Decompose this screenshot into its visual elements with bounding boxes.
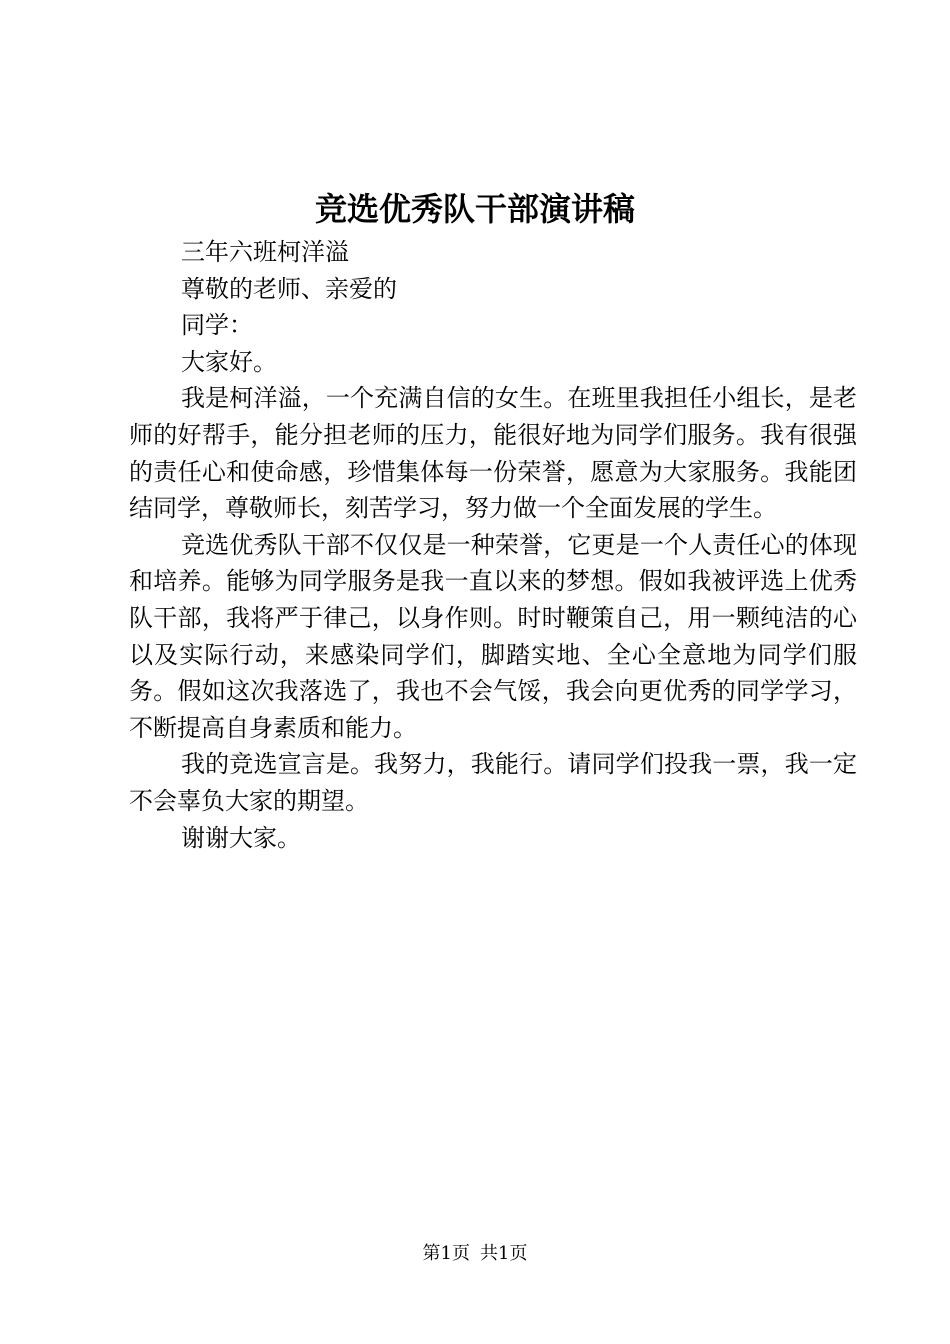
page-footer (0, 1240, 950, 1268)
salutation-line-1: 尊敬的老师、亲爱的 (181, 274, 397, 303)
page-total: 共1页 (480, 1243, 528, 1264)
document-title: 竞选优秀队干部演讲稿 (314, 190, 635, 228)
body-paragraph: 我的竞选宣言是。我努力，我能行。请同学们投我一票，我一定不会辜负大家的期望。 (129, 750, 857, 815)
salutation-line-2: 同学： (181, 311, 253, 340)
page-number: 第1页 (422, 1243, 470, 1264)
document-body (129, 234, 857, 856)
closing-line: 谢谢大家。 (181, 823, 301, 852)
body-paragraph: 我是柯洋溢，一个充满自信的女生。在班里我担任小组长，是老师的好帮手，能分担老师的压力，能很好地为同学们服务。我有很强的责任心和使命感，珍惜集体每一份荣誉，愿意为大家服务。我能团结同学，尊敬师长，刻苦学习，努力做一个全面发展的学生。 (129, 384, 857, 523)
body-paragraph: 竞选优秀队干部不仅仅是一种荣誉，它更是一个人责任心的体现和培养。能够为同学服务是我一直以来的梦想。假如我被评选上优秀队干部，我将严于律己，以身作则。时时鞭策自己，用一颗纯洁的心以及实际行动，来感染同学们，脚踏实地、全心全意地为同学们服务。假如这次我落选了，我也不会气馁，我会向更优秀的同学学习，不断提高自身素质和能力。 (129, 530, 857, 742)
greeting-line: 大家好。 (181, 347, 277, 376)
author-line: 三年六班柯洋溢 (181, 238, 349, 266)
